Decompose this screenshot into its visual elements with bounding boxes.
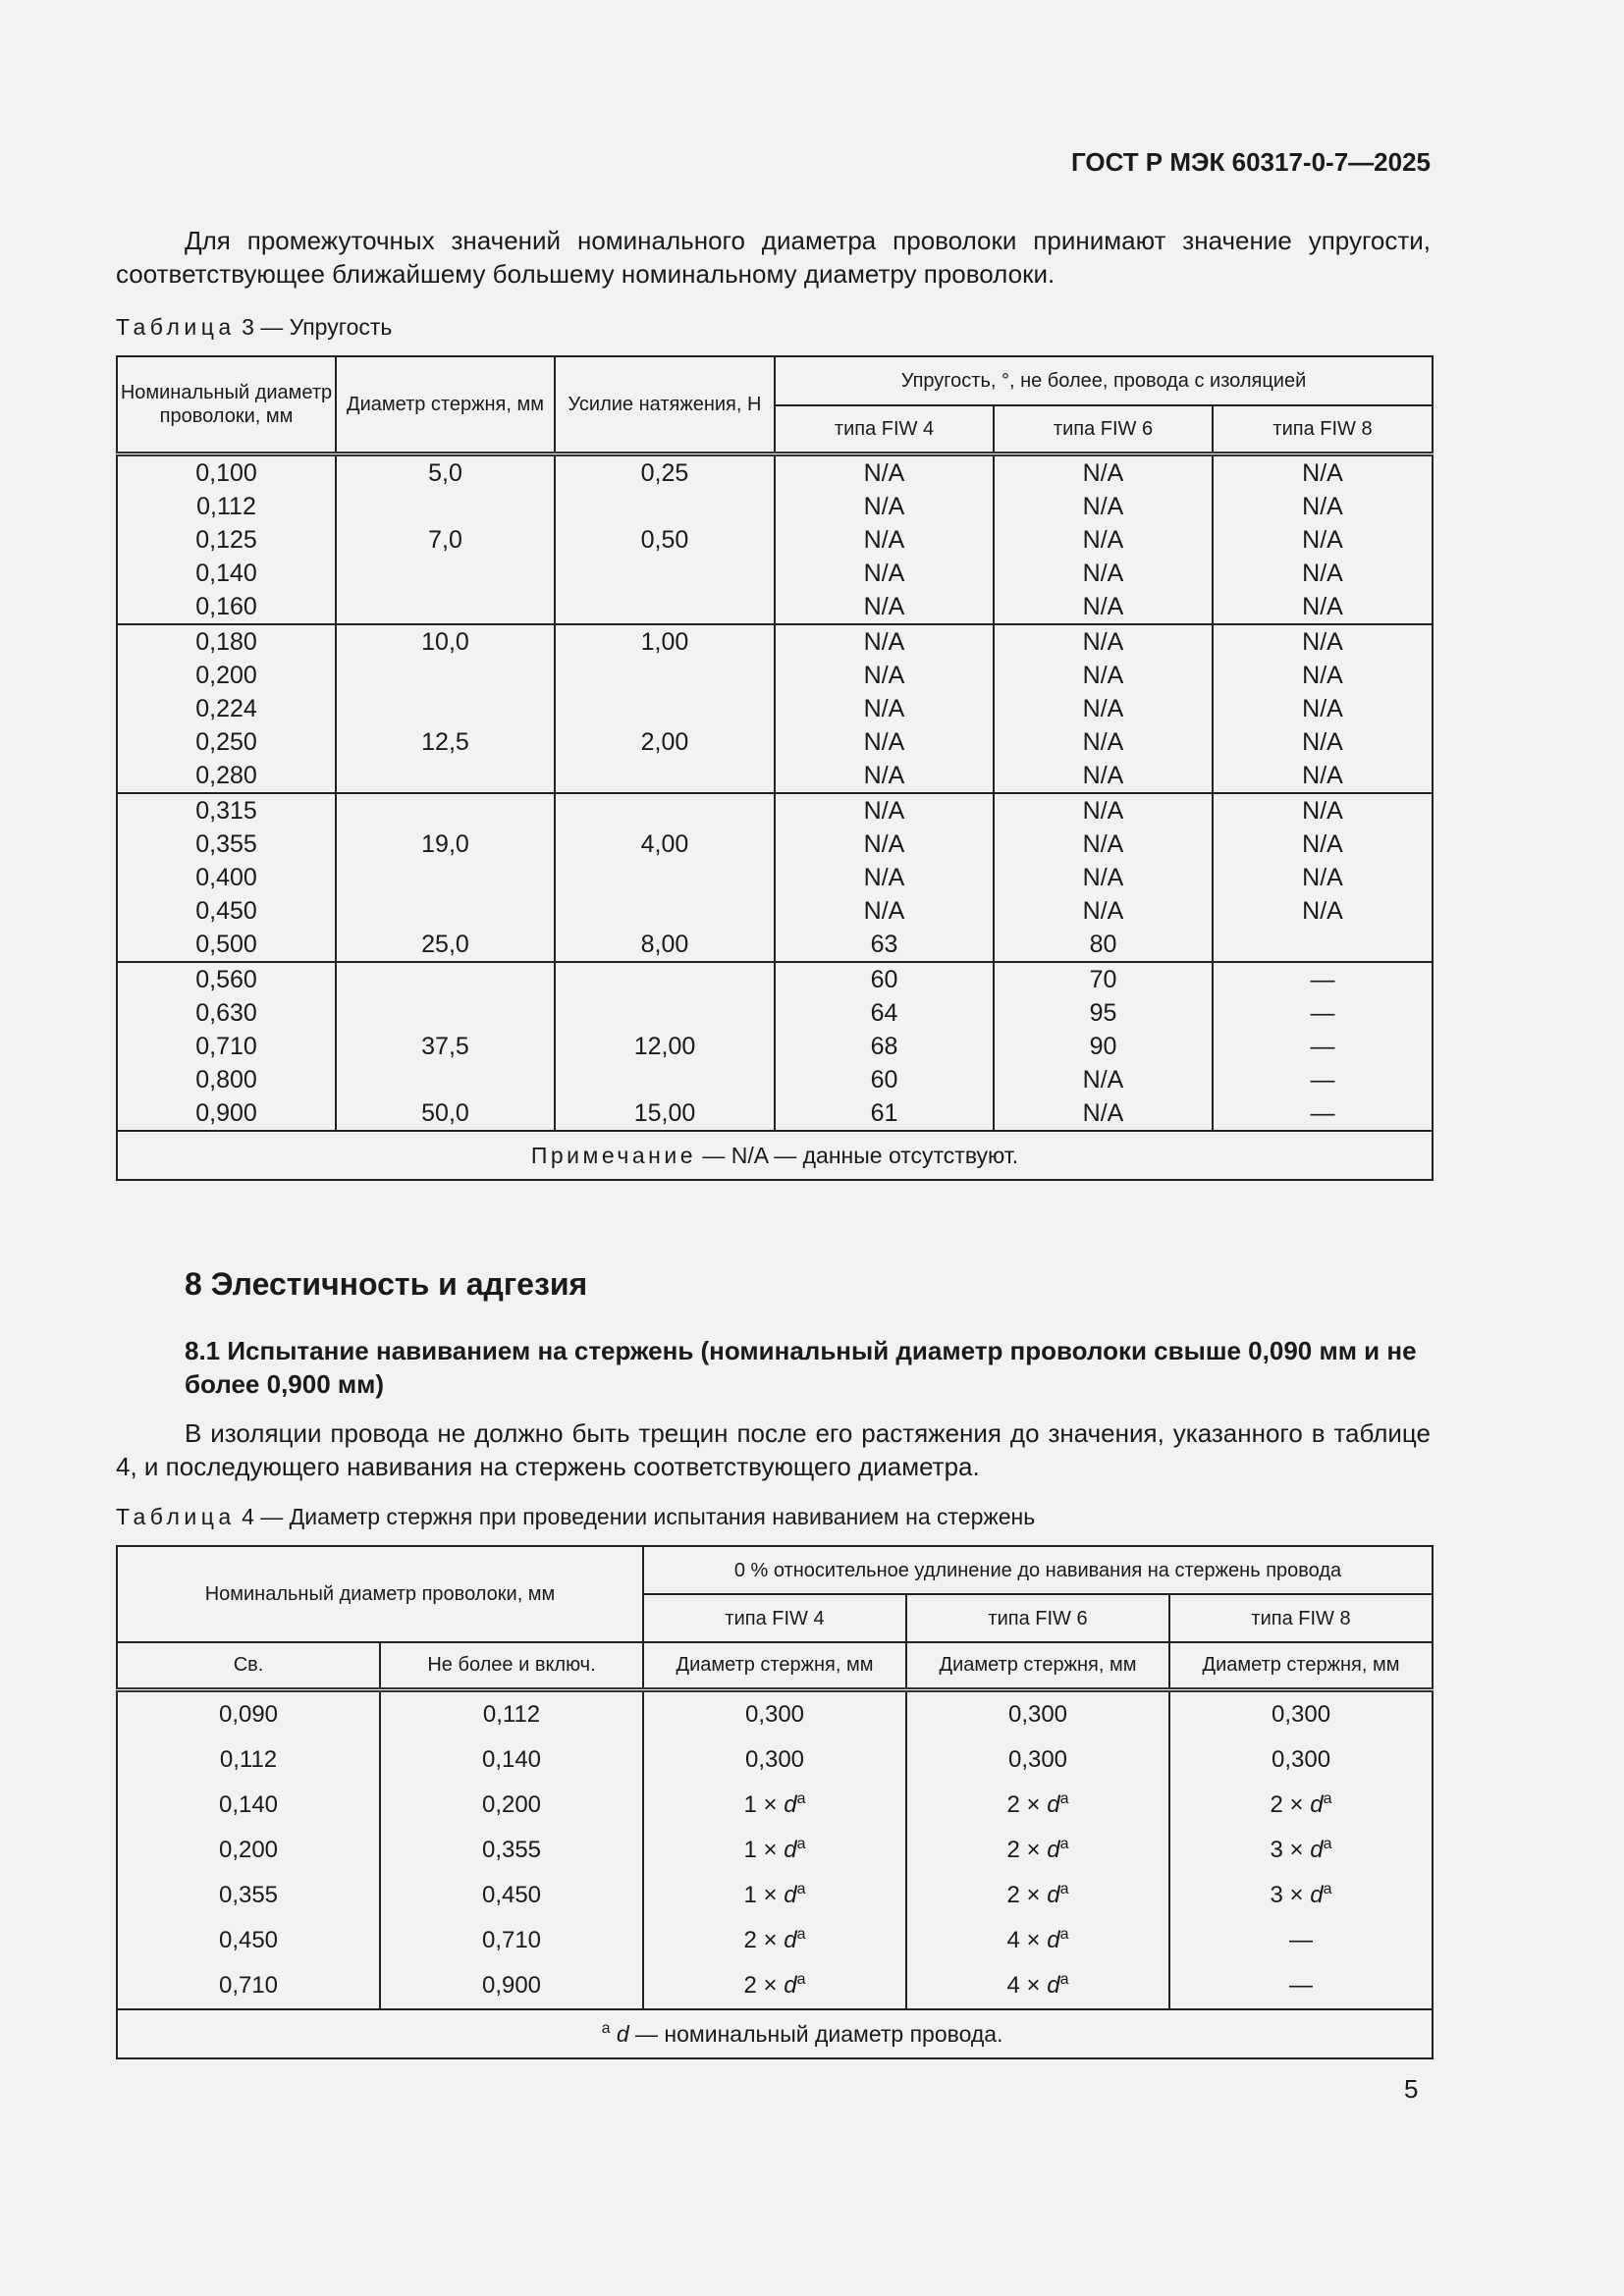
table3-value: — [1310, 1033, 1335, 1060]
table3-value [337, 557, 554, 590]
table3-value [556, 590, 774, 623]
table3-value: 2,00 [640, 728, 689, 756]
th4-fiw8: типа FIW 8 [1169, 1594, 1433, 1642]
table3-value: 4,00 [640, 830, 689, 858]
table4-cell-upto [380, 1828, 643, 1873]
table4-value: 2 × d$^a$ [743, 1926, 806, 1953]
th4-mandrel-fiw6: Диаметр стержня, мм [906, 1642, 1169, 1689]
th4-over: Св. [117, 1642, 380, 1689]
table3-value: N/A [1302, 493, 1343, 520]
table4-footnote [117, 2009, 1433, 2058]
table3-value [337, 759, 554, 792]
table3-value [337, 894, 554, 928]
table3-cell-nominal [117, 624, 336, 793]
table4-cell-over [117, 1963, 380, 2009]
table3-value: N/A [1082, 762, 1124, 789]
table3-value [556, 759, 774, 792]
table3-value [556, 1063, 774, 1096]
th4-nominal: Номинальный диаметр проволоки, мм [117, 1546, 643, 1642]
table3-value: — [1310, 1066, 1335, 1094]
table3-value [337, 1063, 554, 1096]
footnote-ref: a [796, 1881, 806, 1897]
table3-cell-nominal [117, 962, 336, 1131]
document-id: ГОСТ Р МЭК 60317-0-7—2025 [1070, 147, 1431, 177]
table3-value: N/A [1082, 797, 1124, 825]
page-number: 5 [1404, 2074, 1419, 2104]
table4-value: 3 × d$^a$ [1270, 1836, 1332, 1863]
section-heading: 8 Элестичность и адгезия [185, 1266, 588, 1302]
table4-value: 2 × d$^a$ [743, 1971, 806, 1999]
table4-caption-title: 4 — Диаметр стержня при проведении испытания навиванием на стержень [242, 1504, 1036, 1529]
table4-value: 0,710 [218, 1971, 279, 1999]
table3-cell-nominal [117, 793, 336, 962]
table3-value: 0,125 [195, 526, 257, 554]
table3-value: N/A [1082, 662, 1124, 689]
th-tension: Усилие натяжения, Н [555, 356, 775, 454]
table4-cell-fiw4 [643, 1689, 906, 1737]
table3-value: N/A [1082, 493, 1124, 520]
table3-value: N/A [1082, 593, 1124, 620]
table3-value: 0,112 [196, 493, 256, 520]
table3-caption-title: 3 — Упругость [242, 314, 393, 340]
th4-mandrel-fiw4: Диаметр стержня, мм [643, 1642, 906, 1689]
footnote-ref: a [1323, 1790, 1332, 1807]
table3-value: 61 [870, 1099, 898, 1127]
diameter-symbol: d [1310, 1882, 1324, 1908]
diameter-symbol: d [1047, 1927, 1060, 1953]
diameter-symbol: d [1047, 1972, 1060, 1999]
table3-value: N/A [1302, 560, 1343, 587]
table3-value: N/A [1302, 662, 1343, 689]
table3-value: N/A [863, 459, 905, 487]
table3-value: N/A [1082, 897, 1124, 925]
footnote-ref: a [1059, 1971, 1069, 1988]
table3-value: 64 [870, 999, 898, 1027]
table3-cell-fiw4 [775, 793, 994, 962]
table4-cell-fiw4 [643, 1783, 906, 1828]
footnote-text: d — номинальный диаметр провода. [616, 2020, 1003, 2047]
table4-cell-fiw6 [906, 1873, 1169, 1918]
table3-value: 0,355 [195, 830, 257, 858]
table4-cell-over [117, 1828, 380, 1873]
table4-value: 0,300 [744, 1745, 805, 1773]
th4-fiw6: типа FIW 6 [906, 1594, 1169, 1642]
th-nominal-diameter: Номинальный диаметр проволоки, мм [117, 356, 336, 454]
table3-value: 12,00 [633, 1033, 696, 1060]
table3-value [337, 590, 554, 623]
springback-table [116, 355, 1434, 1181]
diameter-symbol: d [1310, 1791, 1324, 1818]
table4-row [117, 1689, 1433, 1737]
table4-cell-fiw8 [1169, 1783, 1433, 1828]
table3-cell-nominal [117, 454, 336, 625]
table3-value: N/A [863, 662, 905, 689]
table4-cell-upto [380, 1873, 643, 1918]
table3-value: 25,0 [421, 931, 469, 958]
diameter-symbol: d [784, 1927, 797, 1953]
table3-value: 0,160 [195, 593, 257, 620]
table3-value [1214, 928, 1432, 961]
table4-cell-over [117, 1737, 380, 1783]
note-word: Примечание [530, 1142, 696, 1168]
table3-value: N/A [863, 526, 905, 554]
footnote-ref: a [796, 1971, 806, 1988]
table3-cell-mandrel [336, 624, 555, 793]
table3-value: N/A [1302, 526, 1343, 554]
table3-value: 0,560 [195, 966, 257, 993]
table4-row [117, 1918, 1433, 1963]
table4-value: 0,300 [744, 1700, 805, 1728]
table4-value: 2 × d$^a$ [1006, 1836, 1069, 1863]
table4-cell-fiw6 [906, 1737, 1169, 1783]
footnote-mark: a [601, 2019, 611, 2037]
table3-value [556, 963, 774, 996]
table3-value [556, 659, 774, 692]
table3-value: 0,400 [195, 864, 257, 891]
table3-value: N/A [1302, 897, 1343, 925]
table4-cell-fiw6 [906, 1828, 1169, 1873]
table3-value: N/A [1302, 628, 1343, 656]
footnote-ref: a [1323, 1836, 1332, 1852]
table3-cell-mandrel [336, 962, 555, 1131]
table3-cell-mandrel [336, 793, 555, 962]
table3-group-row [117, 962, 1433, 1131]
table4-cell-fiw6 [906, 1963, 1169, 2009]
footnote-ref: a [1059, 1926, 1069, 1943]
table4-value: 0,090 [218, 1700, 279, 1728]
table4-value: 0,300 [1271, 1700, 1331, 1728]
table3-value: N/A [1302, 593, 1343, 620]
table3-cell-mandrel [336, 454, 555, 625]
table3-value: 0,630 [195, 999, 257, 1027]
table4-value: 0,112 [482, 1700, 541, 1728]
table4-value: 0,355 [218, 1881, 279, 1908]
table3-value: 0,500 [195, 931, 257, 958]
note-text: — N/A — данные отсутствуют. [702, 1142, 1019, 1168]
table3-value [337, 692, 554, 725]
table3-value: 60 [870, 1066, 898, 1094]
table4-cell-fiw6 [906, 1918, 1169, 1963]
diameter-symbol: d [1310, 1837, 1324, 1863]
diameter-symbol: d [1047, 1882, 1060, 1908]
table3-value: 12,5 [421, 728, 469, 756]
table4-cell-over [117, 1689, 380, 1737]
table3-value: 0,280 [195, 762, 257, 789]
table3-value: N/A [1082, 1066, 1124, 1094]
table3-value: N/A [1302, 459, 1343, 487]
table3-value: N/A [1082, 864, 1124, 891]
table3-caption [116, 314, 1431, 341]
table4-value: 1 × d$^a$ [743, 1836, 806, 1863]
table3-value: N/A [1082, 459, 1124, 487]
th4-elong-group: 0 % относительное удлинение до навивания на стержень провода [643, 1546, 1433, 1594]
table4-cell-fiw6 [906, 1783, 1169, 1828]
diameter-symbol: d [784, 1972, 797, 1999]
table3-value: N/A [1302, 797, 1343, 825]
subsection-heading: 8.1 Испытание навиванием на стержень (номинальный диаметр проволоки свыше 0,090 мм и не более 0,900 мм) [185, 1336, 1417, 1399]
table4-value: 0,900 [481, 1971, 542, 1999]
table3-value [556, 557, 774, 590]
table3-value [556, 794, 774, 828]
table3-value: N/A [863, 628, 905, 656]
table4-value: 0,450 [218, 1926, 279, 1953]
diameter-symbol: d [616, 2020, 629, 2047]
table3-value: 80 [1089, 931, 1117, 958]
table4-value: 0,200 [481, 1790, 542, 1818]
table4-row [117, 1873, 1433, 1918]
table4-value: 0,300 [1007, 1745, 1068, 1773]
table4-cell-fiw4 [643, 1828, 906, 1873]
table3-value: N/A [1082, 830, 1124, 858]
table4-value: 3 × d$^a$ [1270, 1881, 1332, 1908]
th-springback-group: Упругость, °, не более, провода с изоляцией [775, 356, 1433, 405]
table3-value [556, 490, 774, 523]
table3-value: 95 [1089, 999, 1117, 1027]
table4-row [117, 1963, 1433, 2009]
table4-value: 2 × d$^a$ [1006, 1881, 1069, 1908]
table4-value: 1 × d$^a$ [743, 1881, 806, 1908]
table4-cell-fiw6 [906, 1689, 1169, 1737]
table3-value: 1,00 [640, 628, 689, 656]
table4-value: 0,300 [1271, 1745, 1331, 1773]
table4-cell-fiw4 [643, 1737, 906, 1783]
table3-value [337, 490, 554, 523]
table3-cell-fiw6 [994, 624, 1213, 793]
table4-value: 0,300 [1007, 1700, 1068, 1728]
table3-value: N/A [863, 797, 905, 825]
table3-cell-fiw4 [775, 624, 994, 793]
diameter-symbol: d [784, 1791, 797, 1818]
table4-cell-fiw8 [1169, 1737, 1433, 1783]
table3-value: 0,450 [195, 897, 257, 925]
table4-value: — [1289, 1971, 1314, 1999]
table3-value: N/A [863, 493, 905, 520]
table3-value: 0,800 [195, 1066, 257, 1094]
table3-value: N/A [863, 593, 905, 620]
diameter-symbol: d [784, 1882, 797, 1908]
table3-value: 8,00 [640, 931, 689, 958]
table4-cell-fiw4 [643, 1873, 906, 1918]
table3-value: 15,00 [633, 1099, 696, 1127]
table3-value: N/A [863, 762, 905, 789]
table4-value: 4 × d$^a$ [1006, 1926, 1069, 1953]
table3-value: — [1310, 966, 1335, 993]
table3-cell-tension [555, 793, 775, 962]
table4-caption [116, 1504, 1431, 1530]
table3-value: 10,0 [421, 628, 469, 656]
table4-row [117, 1737, 1433, 1783]
table3-value: 0,224 [195, 695, 257, 722]
table3-value: 0,140 [195, 560, 257, 587]
th-fiw6: типа FIW 6 [994, 405, 1213, 454]
table4-cell-upto [380, 1963, 643, 2009]
table3-caption-word: Таблица [116, 314, 236, 340]
table3-value: N/A [1302, 728, 1343, 756]
table3-value [337, 659, 554, 692]
table4-cell-fiw4 [643, 1918, 906, 1963]
table3-value: 19,0 [421, 830, 469, 858]
table3-value: 0,200 [195, 662, 257, 689]
diameter-symbol: d [784, 1837, 797, 1863]
table4-cell-fiw8 [1169, 1918, 1433, 1963]
table3-value: N/A [1082, 728, 1124, 756]
table3-cell-fiw6 [994, 454, 1213, 625]
table4-cell-fiw4 [643, 1963, 906, 2009]
th-fiw8: типа FIW 8 [1213, 405, 1433, 454]
table3-value: N/A [863, 695, 905, 722]
table3-cell-fiw8 [1213, 962, 1433, 1131]
table4-value: 0,140 [218, 1790, 279, 1818]
footnote-ref: a [1059, 1881, 1069, 1897]
th4-mandrel-fiw8: Диаметр стержня, мм [1169, 1642, 1433, 1689]
table4-cell-upto [380, 1918, 643, 1963]
table3-value: 5,0 [428, 459, 462, 487]
table3-value: 37,5 [421, 1033, 469, 1060]
table3-cell-fiw8 [1213, 624, 1433, 793]
table3-value [556, 692, 774, 725]
footnote-ref: a [796, 1790, 806, 1807]
table4-cell-fiw8 [1169, 1828, 1433, 1873]
table3-value [556, 996, 774, 1030]
table3-value: — [1310, 999, 1335, 1027]
table3-cell-tension [555, 454, 775, 625]
table4-value: 0,710 [481, 1926, 542, 1953]
table4-value: 0,450 [481, 1881, 542, 1908]
table3-cell-tension [555, 962, 775, 1131]
mandrel-table [116, 1545, 1434, 2059]
table3-value: N/A [1302, 762, 1343, 789]
footnote-ref: a [1323, 1881, 1332, 1897]
table3-value: 0,50 [640, 526, 689, 554]
th4-upto: Не более и включ. [380, 1642, 643, 1689]
table4-row [117, 1828, 1433, 1873]
table3-value: N/A [1082, 560, 1124, 587]
table3-value: 60 [870, 966, 898, 993]
table4-cell-upto [380, 1737, 643, 1783]
table3-value: N/A [863, 830, 905, 858]
table3-cell-fiw6 [994, 962, 1213, 1131]
table3-value: N/A [863, 560, 905, 587]
table3-group-row [117, 454, 1433, 625]
table4-cell-fiw8 [1169, 1963, 1433, 2009]
table4-value: 2 × d$^a$ [1006, 1790, 1069, 1818]
table3-value: 90 [1089, 1033, 1117, 1060]
table4-caption-word: Таблица [116, 1504, 236, 1529]
table3-value: 0,25 [640, 459, 689, 487]
table4-value: 0,355 [481, 1836, 542, 1863]
th-mandrel-diameter: Диаметр стержня, мм [336, 356, 555, 454]
table3-cell-fiw4 [775, 962, 994, 1131]
table3-cell-fiw8 [1213, 793, 1433, 962]
footnote-ref: a [1059, 1836, 1069, 1852]
table4-value: 0,200 [218, 1836, 279, 1863]
table4-cell-over [117, 1783, 380, 1828]
table3-cell-fiw4 [775, 454, 994, 625]
table3-value [337, 996, 554, 1030]
th-fiw4: типа FIW 4 [775, 405, 994, 454]
table3-group-row [117, 624, 1433, 793]
table3-value: 0,180 [195, 628, 257, 656]
table3-note [117, 1131, 1433, 1180]
table3-value: 70 [1089, 966, 1117, 993]
table3-value: 63 [870, 931, 898, 958]
table4-value: 2 × d$^a$ [1270, 1790, 1332, 1818]
table3-value: 7,0 [428, 526, 462, 554]
section-paragraph: В изоляции провода не должно быть трещин после его растяжения до значения, указанного в таблице 4, и последующего навивания на стержень соответствующего диаметра. [116, 1418, 1431, 1481]
diameter-symbol: d [1047, 1837, 1060, 1863]
table3-value [337, 861, 554, 894]
table4-row [117, 1783, 1433, 1828]
footnote-ref: a [1059, 1790, 1069, 1807]
table3-value: N/A [1302, 864, 1343, 891]
table4-cell-over [117, 1918, 380, 1963]
table3-value: N/A [863, 897, 905, 925]
table3-value: 0,315 [195, 797, 257, 825]
table3-value: 0,900 [195, 1099, 257, 1127]
table3-value: N/A [1082, 1099, 1124, 1127]
table4-value: 4 × d$^a$ [1006, 1971, 1069, 1999]
table3-value [337, 794, 554, 828]
table3-value: N/A [863, 728, 905, 756]
th4-fiw4: типа FIW 4 [643, 1594, 906, 1642]
table3-group-row [117, 793, 1433, 962]
table3-value: N/A [1302, 695, 1343, 722]
table3-value: 0,250 [195, 728, 257, 756]
intro-paragraph: Для промежуточных значений номинального диаметра проволоки принимают значение упругости, соответствующее ближайшему большему номинальному диаметру проволоки. [116, 226, 1431, 289]
table3-value [337, 963, 554, 996]
table3-value: 0,710 [195, 1033, 257, 1060]
diameter-symbol: d [1047, 1791, 1060, 1818]
table4-cell-fiw8 [1169, 1873, 1433, 1918]
table3-value: N/A [1082, 628, 1124, 656]
table4-cell-upto [380, 1783, 643, 1828]
table4-value: 0,140 [481, 1745, 542, 1773]
table4-cell-over [117, 1873, 380, 1918]
table3-value: 68 [870, 1033, 898, 1060]
table3-value [556, 894, 774, 928]
table3-value: 50,0 [421, 1099, 469, 1127]
table4-value: 1 × d$^a$ [743, 1790, 806, 1818]
table3-value: 0,100 [195, 459, 257, 487]
table3-value [556, 861, 774, 894]
table4-cell-upto [380, 1689, 643, 1737]
table4-value: 0,112 [219, 1745, 278, 1773]
table3-value: N/A [1302, 830, 1343, 858]
table3-cell-fiw6 [994, 793, 1213, 962]
footnote-ref: a [796, 1926, 806, 1943]
footnote-ref: a [796, 1836, 806, 1852]
table4-value: — [1289, 1926, 1314, 1953]
table3-value: N/A [863, 864, 905, 891]
table3-cell-fiw8 [1213, 454, 1433, 625]
table3-value: N/A [1082, 526, 1124, 554]
table3-value: — [1310, 1099, 1335, 1127]
table3-value: N/A [1082, 695, 1124, 722]
table3-cell-tension [555, 624, 775, 793]
table4-cell-fiw8 [1169, 1689, 1433, 1737]
